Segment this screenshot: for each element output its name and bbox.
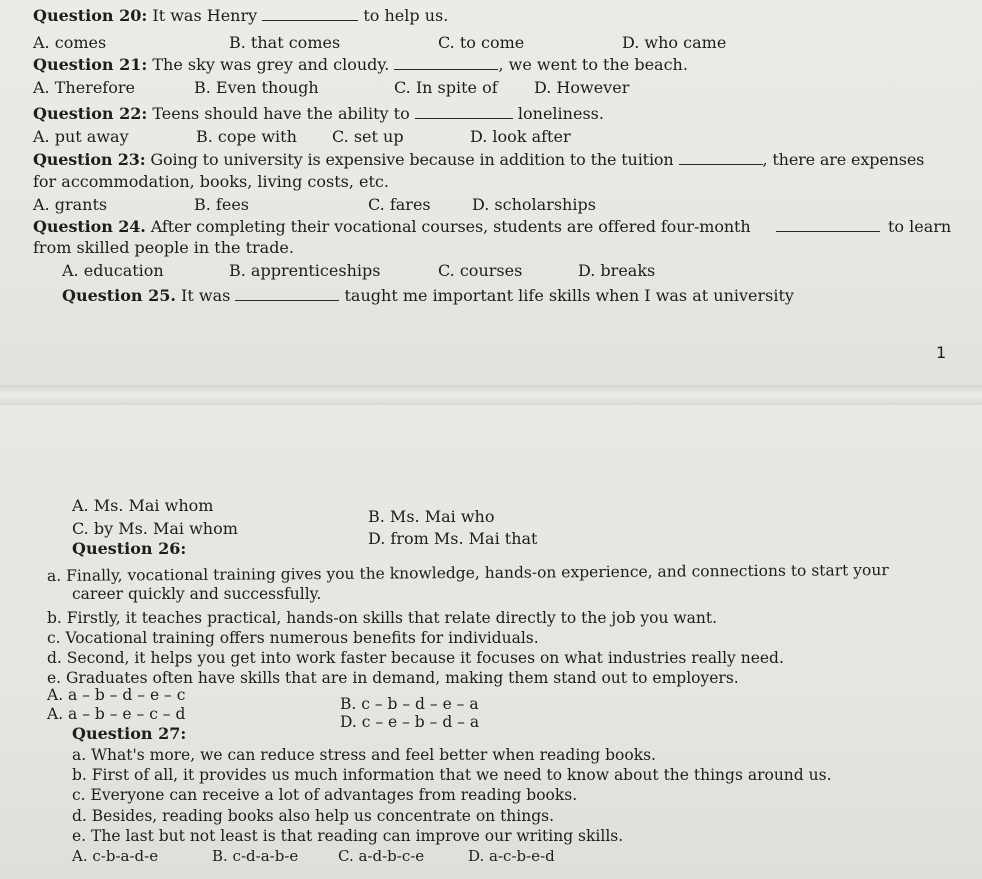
option-b: B. c-d-a-b-e — [212, 847, 299, 865]
list-item: b. Firstly, it teaches practical, hands-on skills that relate directly to the job you want. — [47, 609, 718, 627]
list-item: c. Everyone can receive a lot of advantages from reading books. — [72, 786, 578, 804]
question-27-label: Question 27: — [72, 724, 187, 743]
option-a: A. grants — [33, 195, 108, 214]
stem-text: Going to university is expensive because in addition to the tuition — [150, 150, 674, 169]
option-d: D. who came — [622, 33, 727, 52]
option-d: D. scholarships — [472, 195, 596, 214]
question-label: Question 20: — [33, 6, 148, 25]
option-a: A. education — [62, 261, 164, 280]
option-a-duplicate: A. a – b – e – c – d — [47, 705, 186, 723]
list-item: b. First of all, it provides us much information that we need to know about the things around us. — [72, 766, 832, 784]
stem-text: It was — [181, 286, 231, 305]
list-item: career quickly and successfully. — [72, 585, 322, 603]
option-b: B. c – b – d – e – a — [340, 695, 479, 713]
list-item: a. Finally, vocational training gives you the knowledge, hands-on experience, and connections to start your — [46, 561, 889, 585]
option-c: C. In spite of — [394, 78, 498, 97]
list-item: c. Vocational training offers numerous benefits for individuals. — [47, 629, 539, 647]
page-gap — [0, 385, 982, 405]
answer-blank — [235, 287, 339, 301]
option-c: C. by Ms. Mai whom — [72, 519, 238, 538]
option-b: B. cope with — [196, 127, 297, 146]
question-label: Question 23: — [33, 150, 146, 169]
list-item: a. What's more, we can reduce stress and feel better when reading books. — [72, 746, 656, 764]
option-a: A. comes — [33, 33, 107, 52]
question-26-label: Question 26: — [72, 539, 187, 558]
question-23-stem — [33, 150, 924, 170]
stem-text: After completing their vocational courses, students are offered four-month — [150, 217, 751, 236]
list-item: d. Besides, reading books also help us concentrate on things. — [72, 807, 555, 825]
stem-text: Teens should have the ability to — [152, 104, 410, 123]
list-item: e. Graduates often have skills that are in demand, making them stand out to employers. — [47, 669, 739, 687]
option-d: D. breaks — [578, 261, 656, 280]
option-c: C. set up — [332, 127, 404, 146]
option-b: B. fees — [194, 195, 249, 214]
question-label: Question 24. — [33, 217, 146, 236]
answer-blank — [415, 105, 513, 119]
stem-text: taught me important life skills when I was at university — [344, 286, 794, 305]
answer-blank — [394, 56, 498, 70]
question-22-stem — [33, 104, 604, 124]
question-label: Question 22: — [33, 104, 148, 123]
answer-blank — [776, 218, 880, 232]
answer-blank — [262, 7, 358, 21]
option-a: A. c-b-a-d-e — [72, 847, 159, 865]
option-b: B. that comes — [229, 33, 341, 52]
option-b: B. apprenticeships — [229, 261, 381, 280]
option-c: C. a-d-b-c-e — [338, 847, 425, 865]
option-d: D. However — [534, 78, 630, 97]
question-label: Question 21: — [33, 55, 148, 74]
stem-text: , we went to the beach. — [498, 55, 688, 74]
question-24-stem — [33, 217, 751, 237]
option-a: A. Ms. Mai whom — [72, 496, 214, 515]
stem-text: , there are expenses — [762, 150, 925, 169]
question-21-stem — [33, 55, 688, 75]
option-c: C. to come — [438, 33, 525, 52]
option-a: A. put away — [33, 127, 129, 146]
stem-continuation: for accommodation, books, living costs, etc. — [33, 172, 389, 191]
question-25-stem — [62, 286, 794, 306]
option-a: A. a – b – d – e – c — [47, 686, 186, 704]
stem-text: It was Henry — [152, 6, 258, 25]
stem-text: to learn — [888, 217, 952, 236]
option-d: D. from Ms. Mai that — [368, 529, 538, 548]
answer-blank — [679, 151, 763, 165]
option-b: B. Ms. Mai who — [368, 507, 495, 526]
option-a: A. Therefore — [33, 78, 135, 97]
option-d: D. look after — [470, 127, 571, 146]
option-d: D. c – e – b – d – a — [340, 713, 480, 731]
list-item: e. The last but not least is that reading can improve our writing skills. — [72, 827, 624, 845]
option-d: D. a-c-b-e-d — [468, 847, 555, 865]
stem-continuation: from skilled people in the trade. — [33, 238, 294, 257]
option-c: C. fares — [368, 195, 431, 214]
option-b: B. Even though — [194, 78, 319, 97]
stem-text: to help us. — [363, 6, 449, 25]
stem-text: loneliness. — [517, 104, 604, 123]
page-number: 1 — [936, 343, 947, 362]
question-label: Question 25. — [62, 286, 176, 305]
list-item: d. Second, it helps you get into work faster because it focuses on what industries really need. — [47, 649, 784, 667]
option-c: C. courses — [438, 261, 523, 280]
stem-text: The sky was grey and cloudy. — [152, 55, 390, 74]
question-20-stem — [33, 6, 448, 26]
